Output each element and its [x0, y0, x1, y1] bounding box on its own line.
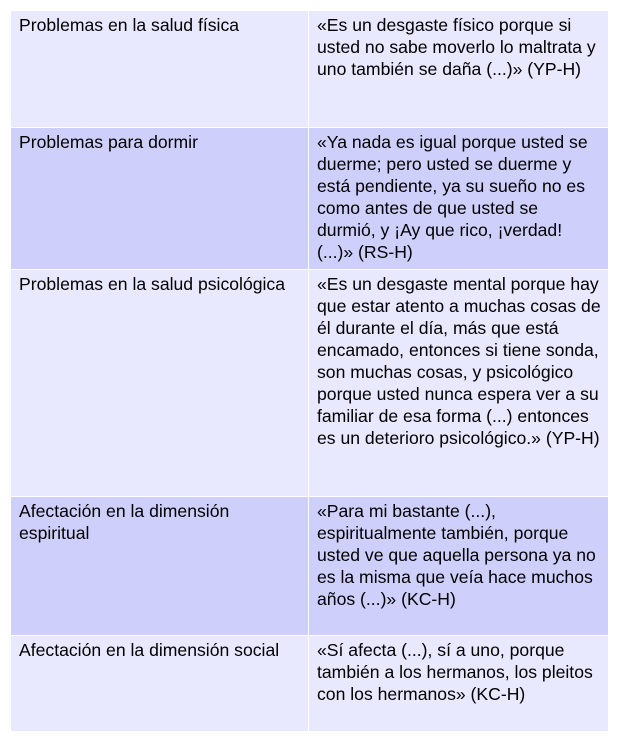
category-cell: Problemas en la salud psicológica	[11, 270, 309, 497]
table-row	[11, 636, 609, 732]
quote-cell: «Sí afecta (...), sí a uno, porque también a los hermanos, los pleitos con los hermanos» (KC-H)	[309, 636, 609, 732]
quote-cell: «Ya nada es igual porque usted se duerme; pero usted se duerme y está pendiente, ya su sueño no es como antes de que usted se durmió, y ¡Ay que rico, ¡verdad! (...)» (RS-H)	[309, 128, 609, 270]
quote-cell: «Para mi bastante (...), espiritualmente también, porque usted ve que aquella persona ya no es la misma que veía hace muchos años (...)» (KC-H)	[309, 497, 609, 636]
quote-cell: «Es un desgaste mental porque hay que estar atento a muchas cosas de él durante el día, más que está encamado, entonces si tiene sonda, son muchas cosas, y psicológico porque usted nunca espera ver a su familiar de esa forma (...) entonces es un deterioro psicológico.» (YP-H)	[309, 270, 609, 497]
category-cell: Afectación en la dimensión espiritual	[11, 497, 309, 636]
table-row	[11, 270, 609, 497]
table-row	[11, 11, 609, 128]
category-cell: Problemas para dormir	[11, 128, 309, 270]
table-row	[11, 497, 609, 636]
quotes-table	[10, 10, 609, 732]
quote-cell: «Es un desgaste físico porque si usted no sabe moverlo lo maltrata y uno también se daña (...)» (YP-H)	[309, 11, 609, 128]
category-cell: Afectación en la dimensión social	[11, 636, 309, 732]
category-cell: Problemas en la salud física	[11, 11, 309, 128]
table-row	[11, 128, 609, 270]
